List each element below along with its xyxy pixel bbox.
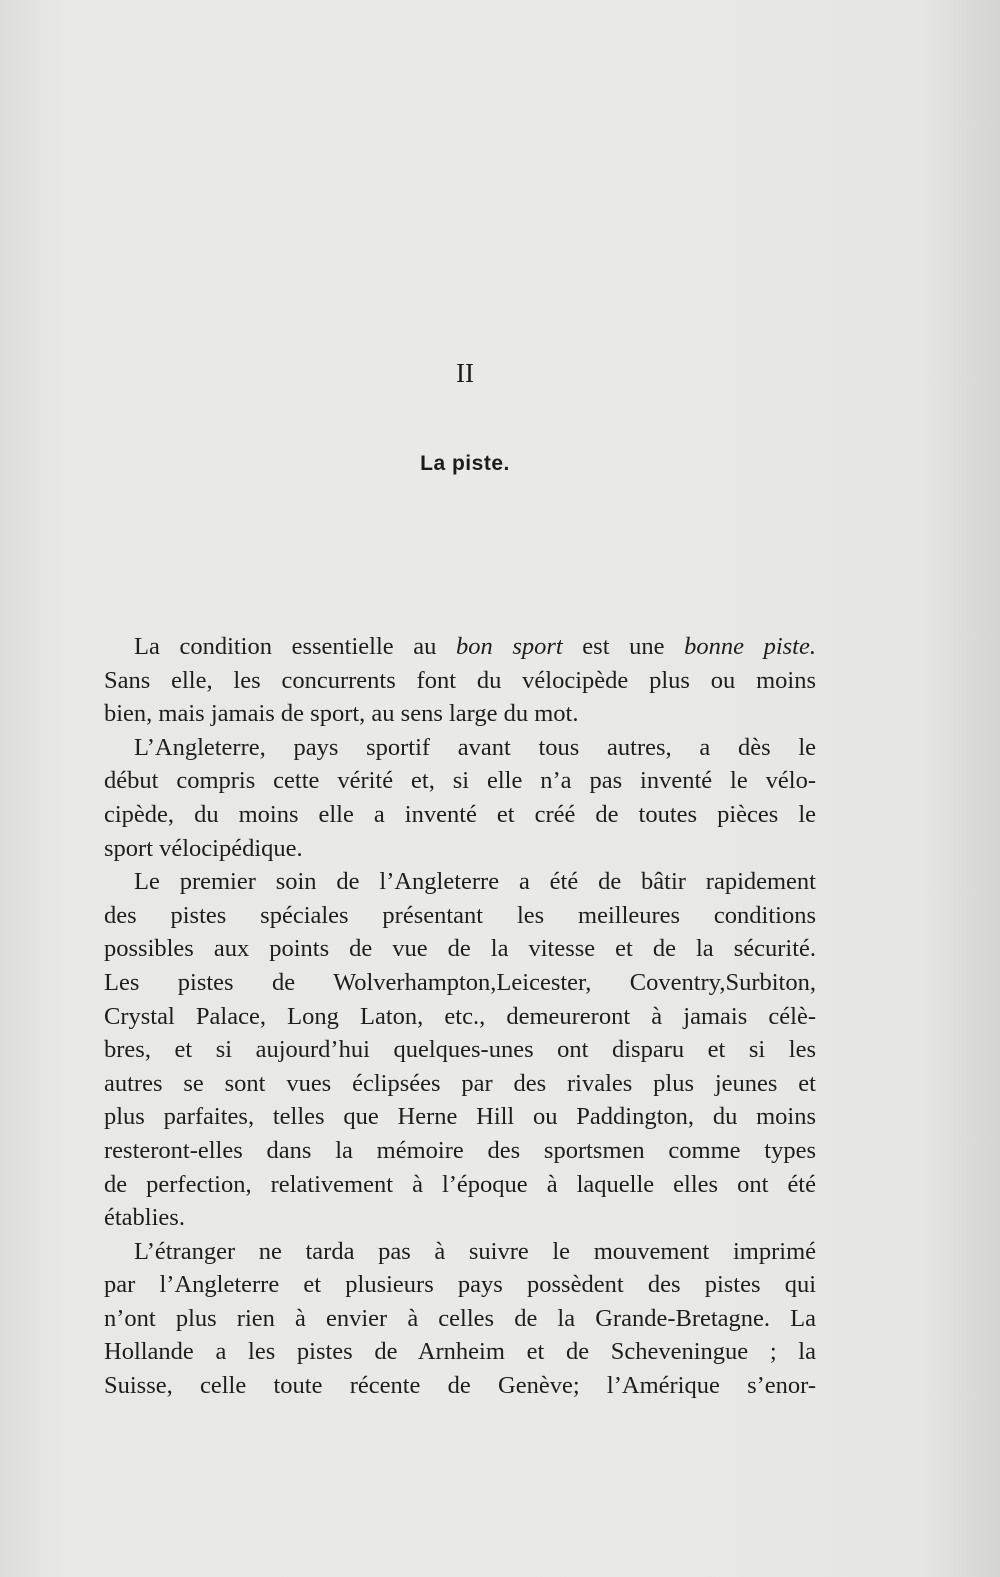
text-line-lead: La condition essentielle au [134, 633, 456, 660]
text-line: de perfection, relativement à l’époque à laquelle elles ont été [104, 1170, 816, 1198]
text-line [104, 630, 816, 664]
emphasis-bon-sport: bon sport [455, 633, 563, 660]
text-line: cipède, du moins elle a inventé et créé de toutes pièces le [104, 800, 816, 828]
text-line: Les pistes de Wolverhampton,Leicester, Coventry,Surbiton, [104, 968, 816, 996]
text-line: des pistes spéciales présentant les meilleures conditions [104, 901, 816, 929]
body-text [104, 630, 816, 1403]
text-line: plus parfaites, telles que Herne Hill ou Paddington, du moins [104, 1103, 816, 1131]
text-line: sport vélocipédique. [104, 834, 303, 862]
text-line: L’Angleterre, pays sportif avant tous autres, a dès le [134, 733, 816, 761]
text-line: début compris cette vérité et, si elle n’a pas inventé le vélo- [104, 767, 816, 795]
section-title: La piste. [420, 452, 510, 475]
text-line: Sans elle, les concurrents font du vélocipède plus ou moins [104, 666, 816, 694]
text-line: Hollande a les pistes de Arnheim et de Scheveningue ; la [104, 1338, 816, 1366]
chapter-number: II [456, 358, 474, 388]
text-line: L’étranger ne tarda pas à suivre le mouvement imprimé [134, 1237, 816, 1265]
text-line: Suisse, celle toute récente de Genève; l’Amérique s’enor- [104, 1372, 816, 1400]
text-line: possibles aux points de vue de la vitesse et de la sécurité. [104, 935, 816, 963]
text-line: resteront-elles dans la mémoire des sportsmen comme types [104, 1136, 816, 1164]
text-line: n’ont plus rien à envier à celles de la Grande-Bretagne. La [104, 1304, 816, 1332]
text-line-mid: est une [562, 633, 685, 660]
text-line: bien, mais jamais de sport, au sens large du mot. [104, 700, 579, 728]
text-line: Crystal Palace, Long Laton, etc., demeureront à jamais célè- [104, 1002, 816, 1030]
text-line: Le premier soin de l’Angleterre a été de bâtir rapidement [134, 868, 816, 896]
text-line: établies. [104, 1204, 185, 1232]
text-line: par l’Angleterre et plusieurs pays possèdent des pistes qui [104, 1271, 816, 1299]
text-line: autres se sont vues éclipsées par des rivales plus jeunes et [104, 1069, 816, 1097]
text-line: bres, et si aujourd’hui quelques-unes ont disparu et si les [104, 1036, 816, 1064]
emphasis-bonne-piste: bonne piste. [684, 633, 816, 660]
